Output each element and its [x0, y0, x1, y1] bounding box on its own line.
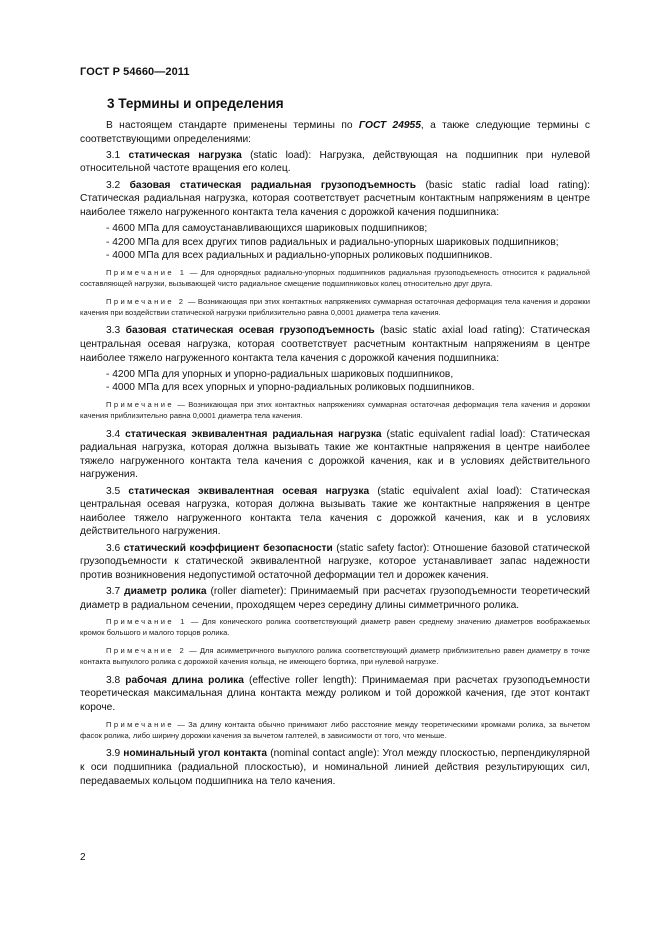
section-title: 3 Термины и определения [107, 96, 284, 111]
term-number: 3.9 [106, 748, 121, 760]
term-3-6 [80, 542, 590, 583]
note: Примечание — За длину контакта обычно принимают либо расстояние между теоретическими кромками ролика, за вычетом фасок ролика, либо ширину дорожки качения за вычетом галтелей, в зависимости от того, что меньше. [80, 719, 590, 740]
term-3-8 [80, 674, 590, 715]
term-name: статическая эквивалентная радиальная нагрузка [125, 428, 382, 440]
document-body [80, 119, 590, 791]
note-label: Примечание 2 [106, 645, 187, 655]
term-number: 3.5 [106, 485, 121, 497]
list-item: - 4200 МПа для упорных и упорно-радиальных шариковых подшипников, [106, 368, 590, 382]
list-item: - 4600 МПа для самоустанавливающихся шариковых подшипников; [106, 222, 590, 236]
term-definition: (effective roller length): Принимаемая при расчетах грузоподъемности теоретическая максимальная длина контакта между роликом и той дорожкой качения, где этот контакт короче. [80, 674, 590, 713]
term-3-1 [80, 149, 590, 176]
term-definition: (static load): Нагрузка, действующая на подшипник при нулевой относительной частоте вращения его колец. [80, 149, 591, 175]
note-label: Примечание 1 [106, 617, 187, 627]
term-name: базовая статическая радиальная грузоподъемность [129, 179, 417, 191]
term-name: рабочая длина ролика [125, 674, 244, 686]
term-name: статический коэффициент безопасности [123, 542, 333, 554]
term-name: базовая статическая осевая грузоподъемность [125, 325, 375, 337]
note-label: Примечание [106, 719, 174, 729]
term-3-4 [80, 428, 590, 482]
note: Примечание — Возникающая при этих контактных напряжениях суммарная остаточная деформация тела качения и дорожки качения приблизительно равна 0,0001 диаметра тела качения. [80, 399, 590, 421]
document-header: ГОСТ Р 54660—2011 [80, 66, 190, 78]
page-number: 2 [80, 852, 86, 863]
note-label: Примечание 1 [106, 267, 187, 277]
term-3-2 [80, 179, 590, 220]
term-3-7 [80, 585, 590, 612]
note: Примечание 2 — Возникающая при этих контактных напряжениях суммарная остаточная деформация тела качения и дорожки качения при воздействии статической нагрузки приблизительно равна 0,0001 диаметра тела качения. [80, 296, 590, 317]
note: Примечание 1 — Для однорядных радиально-упорных подшипников радиальная грузоподъемность относится к радиальной составляющей нагрузки, вызывающей чисто радиальное смещение подшипниковых колец относительно друг друга. [80, 267, 590, 288]
term-definition: (roller diameter): Принимаемый при расчетах грузоподъемности теоретический диаметр в радиальном сечении, проходящем через середину длины симметричного ролика. [80, 585, 590, 611]
term-name: диаметр ролика [124, 585, 207, 597]
term-definition: (basic static radial load rating): Статическая радиальная нагрузка, которая соответствует расчетным контактным напряжениям в центре наиболее тяжело нагруженного контакта тела качения с дорожкой качения подшипника: [80, 179, 590, 218]
term-definition: (nominal contact angle): Угол между плоскостью, перпендикулярной к оси подшипника (радиальной плоскостью), и номинальной линией действия результирующих сил, передаваемых кольцом подшипника на тело качения. [80, 748, 590, 787]
list-item: - 4000 МПа для всех упорных и упорно-радиальных роликовых подшипников. [106, 381, 590, 395]
term-definition: (static safety factor): Отношение базовой статической грузоподъемности к статической эквивалентной нагрузке, которое устанавливает запас надежности против возникновения недопустимой остаточной деформации тел и дорожек качения. [80, 542, 590, 581]
note: Примечание 1 — Для конического ролика соответствующий диаметр равен среднему значению диаметров воображаемых кромок большого и малого торцов ролика. [80, 617, 590, 638]
term-number: 3.3 [106, 325, 121, 337]
term-name: номинальный угол контакта [123, 748, 268, 760]
term-3-3 [80, 324, 590, 365]
term-number: 3.1 [106, 149, 121, 161]
term-number: 3.2 [106, 179, 121, 191]
term-number: 3.7 [106, 585, 121, 597]
term-name: статическая эквивалентная осевая нагрузка [128, 485, 370, 497]
term-3-5 [80, 485, 590, 539]
term-number: 3.6 [106, 542, 121, 554]
standard-reference: ГОСТ 24955 [358, 120, 421, 131]
intro-paragraph: В настоящем стандарте применены термины по ГОСТ 24955, а также следующие термины с соответствующими определениями: [80, 120, 591, 145]
term-definition: (static equivalent axial load): Статическая центральная осевая нагрузка, которая должна вызывать такие же контактные напряжения в центре наиболее тяжело нагруженного контакта тела качения с дорожкой качения, как и в условиях действительного нагружения. [80, 485, 590, 538]
list-item: - 4000 МПа для всех радиальных и радиально-упорных роликовых подшипников. [106, 249, 590, 263]
term-number: 3.4 [106, 428, 121, 440]
list-item: - 4200 МПа для всех других типов радиальных и радиально-упорных шариковых подшипников; [106, 236, 590, 250]
term-3-9 [80, 747, 590, 788]
term-definition: (basic static axial load rating): Статическая центральная осевая нагрузка, которая соответствует расчетным контактным напряжениям в центре наиболее тяжело нагруженного контакта тела качения с дорожкой качения подшипника: [80, 325, 590, 364]
term-name: статическая нагрузка [128, 149, 242, 161]
note-label: Примечание [106, 399, 174, 409]
note: Примечание 2 — Для асимметричного выпуклого ролика соответствующий диаметр приблизительно равен диаметру в точке контакта выпуклого ролика с дорожкой качения кольца, не имеющего бортика, при нулевой нагрузке. [80, 645, 590, 667]
term-number: 3.8 [106, 674, 121, 686]
note-label: Примечание 2 [106, 296, 186, 306]
term-definition: (static equivalent radial load): Статическая радиальная нагрузка, которая должна вызывать такие же контактные напряжения в центре наиболее тяжело нагруженного контакта тела качения с дорожкой качения, как и в условиях действительного нагружения. [80, 428, 590, 481]
